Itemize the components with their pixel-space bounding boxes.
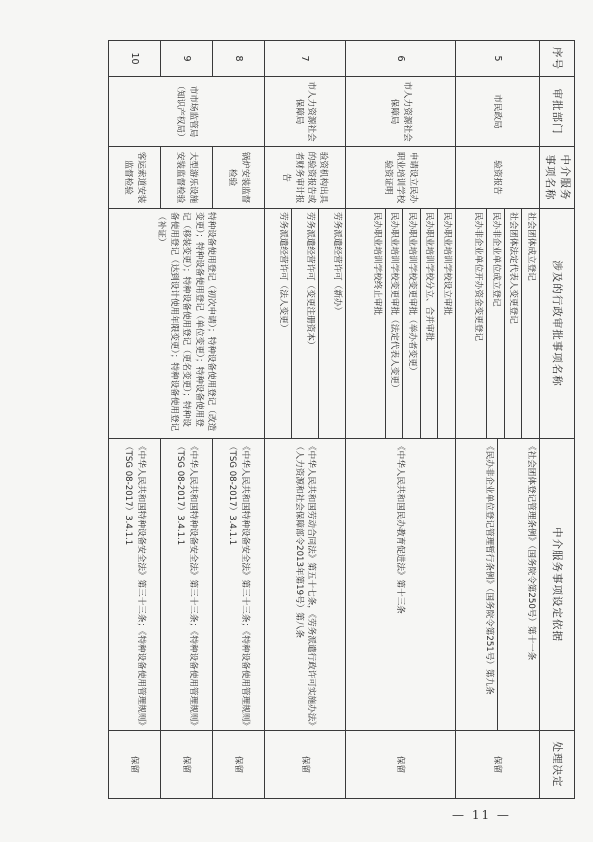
header-dept: 审批部门 bbox=[539, 77, 574, 147]
rotated-table-container bbox=[87, 40, 575, 798]
row-basis: 《中华人民共和国特种设备安全法》第三十三条；《特种设备使用管理规则》（TSG 08-2017）3.4.1.1 bbox=[108, 439, 160, 731]
approval-item: 民办职业培训学校变更审批（举办者变更） bbox=[402, 209, 419, 438]
basis-item: 《社会团体登记管理条例》（国务院令第250号）第十一条 bbox=[497, 439, 539, 730]
approval-item: 民办非企业单位成立登记 bbox=[486, 209, 503, 438]
row-approvals bbox=[455, 209, 539, 439]
row-dept: 市人力资源社会保障局 bbox=[264, 77, 345, 147]
header-service: 中介服务事项名称 bbox=[539, 147, 574, 209]
approval-item: 民办职业培训学校变更审批（法定代表人变更） bbox=[385, 209, 402, 438]
row-seq: 5 bbox=[455, 41, 539, 77]
approval-item: 劳务派遣经营许可（新办） bbox=[318, 209, 345, 438]
row-approvals bbox=[345, 209, 455, 439]
table-row bbox=[264, 41, 345, 799]
row-service: 验资报告 bbox=[455, 147, 539, 209]
approval-item: 民办职业培训学校设立审批 bbox=[437, 209, 454, 438]
header-basis: 中介服务事项设定依据 bbox=[539, 439, 574, 731]
row-decision: 保留 bbox=[108, 731, 160, 799]
row-seq: 9 bbox=[160, 41, 212, 77]
table-header-row bbox=[539, 41, 574, 799]
row-basis bbox=[455, 439, 539, 731]
row-seq: 6 bbox=[345, 41, 455, 77]
row-dept: 市民政局 bbox=[455, 77, 539, 147]
row-service: 客运索道安装监督检验 bbox=[108, 147, 160, 209]
page-number: — 11 — bbox=[452, 808, 511, 822]
approval-item: 劳务派遣经营许可（变更注册资本） bbox=[291, 209, 318, 438]
row-decision: 保留 bbox=[160, 731, 212, 799]
approval-item: 社会团体成立登记 bbox=[521, 209, 538, 438]
approval-item: 社会团体法定代表人变更登记 bbox=[504, 209, 521, 438]
header-decision: 处理决定 bbox=[539, 731, 574, 799]
row-decision: 保留 bbox=[455, 731, 539, 799]
row-seq: 7 bbox=[264, 41, 345, 77]
row-service: 锅炉安装监督检验 bbox=[212, 147, 264, 209]
row-decision: 保留 bbox=[212, 731, 264, 799]
row-service: 申请设立民办职业培训学校验资证明 bbox=[345, 147, 455, 209]
row-approvals bbox=[264, 209, 345, 439]
approval-item: 民办非企业单位开办资金变更登记 bbox=[473, 212, 484, 341]
table-row bbox=[345, 41, 455, 799]
table-row bbox=[455, 41, 539, 799]
header-approvals: 涉及的行政审批事项名称 bbox=[539, 209, 574, 439]
row-basis: 《中华人民共和国特种设备安全法》第三十三条；《特种设备使用管理规则》（TSG 08-2017）3.4.1.1 bbox=[212, 439, 264, 731]
row-service: 大型游乐设施安装监督检验 bbox=[160, 147, 212, 209]
header-seq: 序号 bbox=[539, 41, 574, 77]
approval-item: 民办职业培训学校终止审批 bbox=[371, 212, 382, 316]
row-dept: 市人力资源社会保障局 bbox=[345, 77, 455, 147]
row-basis: 《中华人民共和国特种设备安全法》第三十三条；《特种设备使用管理规则》（TSG 08-2017）3.4.1.1 bbox=[160, 439, 212, 731]
row-decision: 保留 bbox=[264, 731, 345, 799]
row-seq: 8 bbox=[212, 41, 264, 77]
row-approvals: 特种设备使用登记（初次申请）；特种设备使用登记（改造变更）；特种设备使用登记（单位变更）；特种设备使用登记（移装变更）；特种设备使用登记（更名变更）；特种设备使用登记（达到设计使用年限变更）；特种设备使用登记（补证） bbox=[108, 209, 264, 439]
row-seq: 10 bbox=[108, 41, 160, 77]
row-dept: 市市场监管局（知识产权局） bbox=[108, 77, 264, 147]
row-basis: 《中华人民共和国劳动合同法》第五十七条，《劳务派遣行政许可实施办法》（人力资源和社会保障部令2013年第19号）第八条 bbox=[264, 439, 345, 731]
intermediary-service-table bbox=[108, 40, 575, 799]
row-decision: 保留 bbox=[345, 731, 455, 799]
table-row bbox=[212, 41, 264, 799]
basis-item: 《民办非企业单位登记管理暂行条例》（国务院令第251号）第九条 bbox=[483, 442, 494, 695]
approval-item: 民办职业培训学校分立、合并审批 bbox=[420, 209, 437, 438]
row-service: 验资机构出具的验资报告或者财务审计报告 bbox=[264, 147, 345, 209]
approval-item: 劳务派遣经营许可（法人变更） bbox=[277, 212, 288, 333]
row-basis: 《中华人民共和国民办教育促进法》第十三条 bbox=[345, 439, 455, 731]
